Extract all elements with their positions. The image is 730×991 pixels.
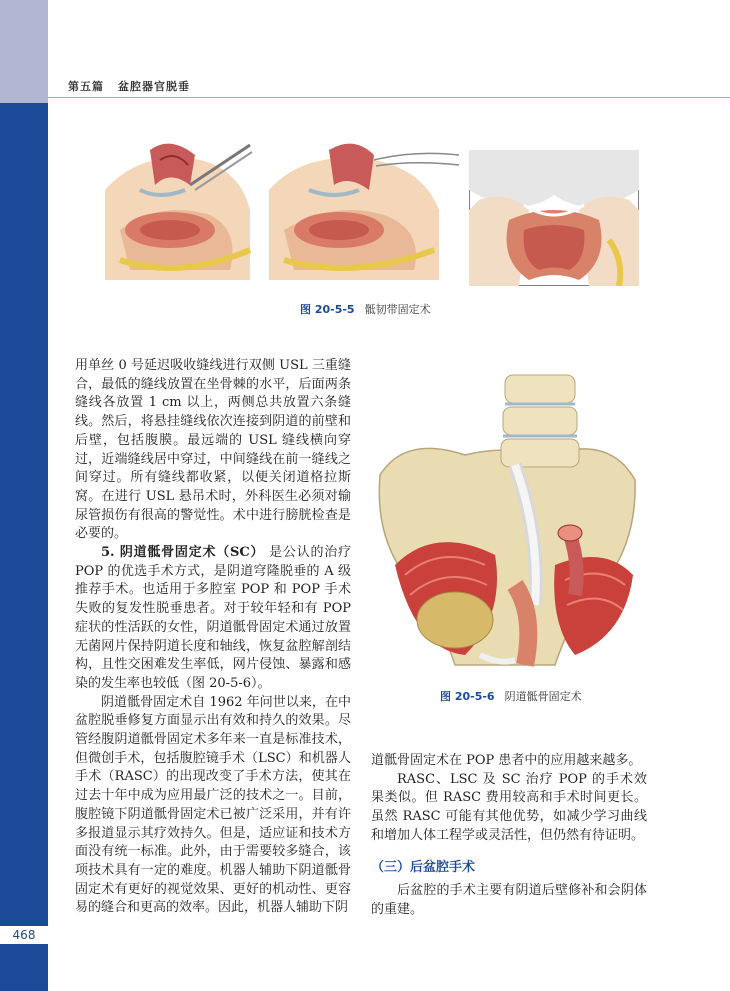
figure-20-5-6-number: 图 20-5-6 — [440, 690, 495, 703]
figure-20-5-6-caption — [440, 688, 582, 704]
figure-20-5-5-panel-2 — [264, 130, 464, 280]
figure-20-5-6-title: 阴道骶骨固定术 — [504, 690, 582, 703]
paragraph-sc-intro — [75, 544, 351, 694]
figure-20-5-5-panel-1 — [100, 130, 260, 280]
paragraph-usl-sutures: 用单丝 0 号延迟吸收缝线进行双侧 USL 三重缝合，最低的缝线放置在坐骨棘的水平，后面两条缝线各放置 1 cm 以上，两侧总共放置六条缝线。然后，将悬挂缝线依次连接到阴道的前壁和后壁，包括腹膜。最远端的 USL 缝线横向穿过，近端缝线居中穿过，中间缝线在前一缝线之间穿过。所有缝线都收紧，以便关闭道格拉斯窝。在进行 USL 悬吊术时，外科医生必须对输尿管损伤有很高的警觉性。术中进行膀胱检查是必要的。 — [75, 358, 351, 542]
figure-20-5-6-illustration — [375, 365, 640, 675]
figure-20-5-5-caption — [300, 301, 431, 317]
header-title: 盆腔器官脱垂 — [118, 80, 190, 93]
figure-20-5-5-panel-3 — [469, 150, 639, 286]
running-header — [68, 78, 190, 94]
page-number: 468 — [0, 926, 48, 944]
right-column-top — [371, 752, 647, 846]
section-heading-posterior: （三）后盆腔手术 — [371, 860, 476, 875]
header-part: 第五篇 — [68, 80, 104, 93]
paragraph-rasc-comparison: RASC、LSC 及 SC 治疗 POP 的手术效果类似。但 RASC 费用较高和手术时间更长。虽然 RASC 可能有其他优势，如减少学习曲线和增加人体工程学或灵活性，但仍然有待证明。 — [371, 771, 647, 843]
side-band-dark — [0, 103, 48, 991]
paragraph-sc-history: 阴道骶骨固定术自 1962 年问世以来，在中盆腔脱垂修复方面显示出有效和持久的效果。尽管经腹阴道骶骨固定术多年来一直是标准技术，但微创手术，包括腹腔镜手术（LSC）和机器人手术（RASC）的出现改变了手术方法，使其在过去十年中成为应用最广泛的技术之一。目前，腹腔镜下阴道骶骨固定术已被广泛采用，并有许多报道显示其疗效持久。但是，适应证和技术方面没有统一标准。此外，由于需要较多缝合，该项技术具有一定的难度。机器人辅助下阴道骶骨固定术有更好的视觉效果、更好的机动性、更容易的缝合和更高的效率。因此，机器人辅助下阴 — [75, 694, 351, 916]
header-rule — [48, 97, 730, 98]
left-column — [75, 357, 351, 918]
sc-body: 是公认的治疗 POP 的优选手术方式，是阴道穹隆脱垂的 A 级推荐手术。也适用于多腔室 POP 和 POP 手术失败的复发性脱垂患者。对于较年轻和有 POP 症状的性活跃的女性，阴道骶骨固定术通过放置无菌网片保持阴道长度和轴线，恢复盆腔解剖结构，且性交困难发生率低，网片侵蚀、暴露和感染的发生率也较低（图 20-5-6）。 — [75, 545, 351, 691]
paragraph-continued: 道骶骨固定术在 POP 患者中的应用越来越多。 — [371, 753, 642, 768]
paragraph-posterior-surgery: 后盆腔的手术主要有阴道后壁修补和会阴体的重建。 — [371, 883, 647, 917]
figure-20-5-5-title: 骶韧带固定术 — [364, 303, 431, 316]
sc-heading: 5. 阴道骶骨固定术（SC） — [101, 545, 265, 561]
figure-20-5-5-number: 图 20-5-5 — [300, 303, 355, 316]
side-band-light — [0, 0, 48, 103]
right-column-bottom — [371, 882, 647, 919]
